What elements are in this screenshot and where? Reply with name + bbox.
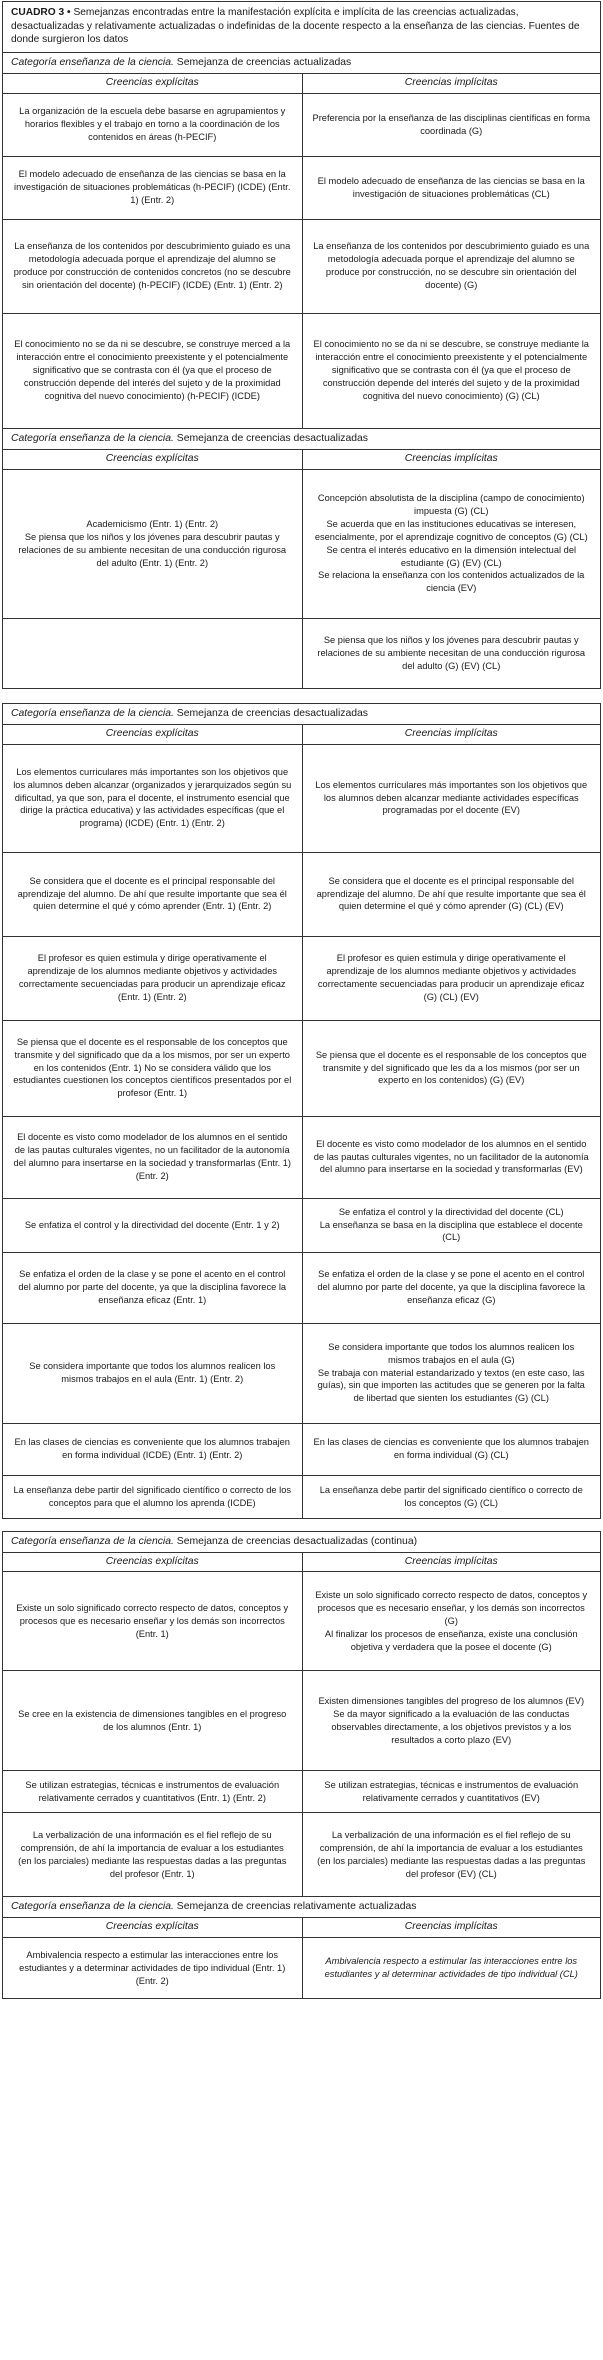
- table-row: [3, 220, 600, 314]
- cell-explicit: [3, 470, 302, 618]
- cell-implicit: [302, 1253, 601, 1323]
- cell-implicit: [302, 1938, 601, 1998]
- cell-implicit: [302, 94, 601, 156]
- cell-text: Ambivalencia respecto a estimular las interacciones entre los estudiantes y al determinar actividades de tipo individual (CL): [324, 1956, 578, 1980]
- column-header-row: [3, 1918, 600, 1938]
- cell-explicit: [3, 157, 302, 219]
- column-header-row: [3, 450, 600, 470]
- section-desactualizadas-continua: [2, 1531, 601, 1898]
- cell-text: Se centra el interés educativo en la dimensión intelectual del estudiante (G) (EV) (CL): [326, 544, 577, 568]
- cell-text: El conocimiento no se da ni se descubre, se construye merced a la interacción entre el conocimiento preexistente y el potencialmente significativo que se contrasta con él (ya que el proceso de construcción depende del interés del sujeto y de la proximidad cognitiva del nuevo conocimiento) (h-PECIF) (ICDE): [14, 339, 291, 402]
- table-row: [3, 1021, 600, 1117]
- table-row: [3, 157, 600, 220]
- cell-implicit: [302, 853, 601, 936]
- cell-text: Se piensa que los niños y los jóvenes para descubrir pautas y relaciones de su ambiente necesitan de una conducción rigurosa del adulto (G) (EV) (CL): [317, 634, 586, 671]
- section-spacer: [2, 689, 601, 703]
- cell-text: Se trabaja con material estandarizado y textos (en este caso, las guías), sin que importen las actitudes que se generen por la falta de libertad que sienten los estudiantes (G) (CL): [317, 1367, 585, 1404]
- cell-text: El docente es visto como modelador de los alumnos en el sentido de las pautas culturales vigentes, no un facilitador de la autonomía del alumno para insertarse en la sociedad y transformarlas (EV): [313, 1138, 589, 1175]
- cell-implicit: [302, 1813, 601, 1896]
- cell-text: La enseñanza de los contenidos por descubrimiento guiado es una metodología adecuada porque el aprendizaje del alumno se produce por construcción, no se descubre sin orientación del docente) (G): [313, 241, 590, 291]
- cell-text: Se piensa que el docente es el responsable de los conceptos que transmite y del significado que les da a los mismos (por ser un experto en los contenidos) (G) (EV): [315, 1049, 587, 1086]
- section-desactualizadas-a: [2, 429, 601, 689]
- cell-explicit: [3, 220, 302, 313]
- column-header-explicit: Creencias explícitas: [105, 1555, 199, 1567]
- cell-text: Se enfatiza el control y la directividad del docente (Entr. 1 y 2): [24, 1219, 280, 1230]
- cell-explicit: [3, 1813, 302, 1896]
- column-header-explicit: Creencias explícitas: [105, 727, 199, 739]
- cell-explicit: [3, 94, 302, 156]
- cell-text: Se relaciona la enseñanza con los contenidos actualizados de la ciencia (EV): [318, 570, 585, 594]
- table-row: [3, 94, 600, 157]
- cell-text: Existe un solo significado correcto respecto de datos, conceptos y procesos que es necesario enseñar, y los demás son incorrectos (G): [315, 1590, 588, 1626]
- cell-text: Se enfatiza el control y la directividad del docente (CL): [338, 1206, 564, 1217]
- rows-body: [3, 745, 600, 1518]
- cell-text: El profesor es quien estimula y dirige operativamente el aprendizaje de los alumnos mediante objetivos y actividades correctamente secuenciadas para producir un aprendizaje eficaz (Entr. 1) (Entr. 2): [18, 953, 286, 1002]
- table-row: [3, 1324, 600, 1424]
- column-header-row: [3, 725, 600, 745]
- category-heading: Categoría enseñanza de la ciencia. Semejanza de creencias desactualizadas (continua): [3, 1532, 600, 1553]
- table-row: [3, 1572, 600, 1671]
- cell-text: La enseñanza debe partir del significado científico o correcto de los conceptos para que el alumno los aprenda (ICDE): [13, 1484, 292, 1508]
- cell-explicit: [3, 1021, 302, 1116]
- cell-text: Se piensa que el docente es el responsable de los conceptos que transmite y del significado que da a los mismos, por ser un experto en los contenidos (Entr. 1) No se considera válido que los estudiantes cuestionen los conceptos científicos presentados por el profesor (Entr. 1): [13, 1036, 292, 1099]
- cell-implicit: [302, 937, 601, 1020]
- caption-label: CUADRO 3 •: [11, 7, 71, 18]
- cell-explicit: [3, 314, 302, 428]
- table-row: [3, 1671, 600, 1771]
- table-row: [3, 1117, 600, 1199]
- table-row: [3, 853, 600, 937]
- cell-implicit: [302, 1117, 601, 1198]
- table-row: [3, 1771, 600, 1813]
- cell-text: Ambivalencia respecto a estimular las interacciones entre los estudiantes y a determinar actividades de tipo individual (Entr. 1) (Entr. 2): [19, 1949, 286, 1986]
- cell-text: La organización de la escuela debe basarse en agrupamientos y horarios flexibles y el trabajo en torno a la coordinación de los contenidos en áreas (h-PECIF): [19, 106, 286, 143]
- cell-text: La enseñanza debe partir del significado científico o correcto de los conceptos (G) (CL): [319, 1484, 583, 1508]
- cell-text: Se da mayor significado a la evaluación de las conductas observables directamente, a los objetivos previstos y a los resultados a corto plazo (EV): [331, 1709, 572, 1745]
- cell-text: Se considera que el docente es el principal responsable del aprendizaje del alumno. De ahí que resulte importante que sea él quien determine el qué y cómo aprender (Entr. 1) (Entr. 2): [17, 875, 287, 912]
- rows-body: [3, 1572, 600, 1896]
- category-heading: Categoría enseñanza de la ciencia. Semejanza de creencias actualizadas: [3, 53, 600, 74]
- cell-text: En las clases de ciencias es conveniente que los alumnos trabajen en forma individual (G) (CL): [313, 1437, 589, 1460]
- column-header-explicit: Creencias explícitas: [105, 76, 199, 88]
- cell-text: Se acuerda que en las instituciones educativas se interesen, esencialmente, por el aprendizaje cognitivo de conceptos (G) (CL): [314, 518, 588, 542]
- table-row: [3, 1476, 600, 1518]
- cell-text: Concepción absolutista de la disciplina (campo de conocimiento) impuesta (G) (CL): [317, 492, 585, 516]
- cell-implicit: [302, 1021, 601, 1116]
- table-row: [3, 470, 600, 619]
- cell-text: Se cree en la existencia de dimensiones tangibles en el progreso de los alumnos (Entr. 1): [18, 1709, 287, 1732]
- cell-text: Se enfatiza el orden de la clase y se pone el acento en el control del alumno por parte del docente, ya que la disciplina favorece la enseñanza eficaz (Entr. 1): [18, 1269, 287, 1305]
- section-desactualizadas-b: [2, 703, 601, 1519]
- cell-text: Los elementos curriculares más importantes son los objetivos que los alumnos deben alcanzar mediante actividades específicas programadas por el docente (EV): [315, 779, 588, 816]
- cell-text: Se utilizan estrategias, técnicas e instrumentos de evaluación relativamente cerrados y cuantitativos (Entr. 1) (Entr. 2): [25, 1780, 280, 1803]
- cell-text: Al finalizar los procesos de enseñanza, existe una conclusión objetiva y verdadera que la posee el docente (G): [324, 1628, 578, 1652]
- cell-explicit: [3, 1572, 302, 1670]
- cell-implicit: [302, 1671, 601, 1770]
- rows-body: [3, 470, 600, 688]
- table-page: [2, 1, 601, 1999]
- column-header-explicit: Creencias explícitas: [105, 1921, 199, 1933]
- section-actualizadas: [2, 1, 601, 429]
- cell-implicit: [302, 1771, 601, 1812]
- cell-explicit: [3, 745, 302, 852]
- table-row: [3, 619, 600, 688]
- cell-explicit: [3, 853, 302, 936]
- cell-text: La verbalización de una información es el fiel reflejo de su comprensión, de ahí la importancia de evaluar a los estudiantes (en los parciales) mediante las respuestas dadas a las preguntas del profesor (EV) (CL): [317, 1830, 586, 1879]
- cell-explicit: [3, 1424, 302, 1475]
- cell-text: Se enfatiza el orden de la clase y se pone el acento en el control del alumno por parte del docente, ya que la disciplina favorece la enseñanza eficaz (G): [317, 1269, 586, 1305]
- cell-text: Se piensa que los niños y los jóvenes para descubrir pautas y relaciones de su ambiente necesitan de una conducción rigurosa del adulto (Entr. 1) (Entr. 2): [18, 531, 287, 568]
- cell-text: El docente es visto como modelador de los alumnos en el sentido de las pautas culturales vigentes, no un facilitador de la autonomía del alumno para insertarse en la sociedad y transformarlas (Entr. 1) (Entr. 2): [13, 1132, 291, 1181]
- cell-text: La enseñanza se basa en la disciplina que establece el docente (CL): [319, 1219, 583, 1243]
- category-heading: Categoría enseñanza de la ciencia. Semejanza de creencias relativamente actualizadas: [3, 1897, 600, 1918]
- column-header-implicit: Creencias implícitas: [302, 725, 601, 744]
- cell-explicit: [3, 1771, 302, 1812]
- column-header-row: [3, 74, 600, 94]
- cell-text: La verbalización de una información es el fiel reflejo de su comprensión, de ahí la importancia de evaluar a los estudiantes (en los parciales) mediante las respuestas dadas a las preguntas del profesor (Entr. 1): [18, 1830, 287, 1879]
- cell-explicit: [3, 619, 302, 688]
- cell-text: Preferencia por la enseñanza de las disciplinas científicas en forma coordinada (G): [312, 112, 591, 136]
- cell-implicit: [302, 619, 601, 688]
- cell-implicit: [302, 314, 601, 428]
- cell-text: Se utilizan estrategias, técnicas e instrumentos de evaluación relativamente cerrados y cuantitativos (EV): [324, 1780, 579, 1803]
- column-header-implicit: Creencias implícitas: [302, 74, 601, 93]
- cell-implicit: [302, 745, 601, 852]
- category-heading: Categoría enseñanza de la ciencia. Semejanza de creencias desactualizadas: [3, 429, 600, 450]
- cell-text: En las clases de ciencias es conveniente que los alumnos trabajen en forma individual (ICDE) (Entr. 1) (Entr. 2): [14, 1437, 290, 1460]
- cell-text: El modelo adecuado de enseñanza de las ciencias se basa en la investigación de situaciones problemáticas (h-PECIF) (ICDE) (Entr. 1) (Entr. 2): [14, 169, 291, 206]
- cell-text: El profesor es quien estimula y dirige operativamente el aprendizaje de los alumnos mediante objetivos y actividades correctamente secuenciadas para producir un aprendizaje eficaz (G) (CL) (EV): [317, 953, 585, 1002]
- column-header-explicit: Creencias explícitas: [105, 452, 199, 464]
- cell-text: Se considera que el docente es el principal responsable del aprendizaje del alumno. De ahí que resulte importante que sea él quien determine el qué y cómo aprender (G) (CL) (EV): [316, 875, 586, 912]
- cell-explicit: [3, 1476, 302, 1518]
- cell-implicit: [302, 157, 601, 219]
- caption-text: Semejanzas encontradas entre la manifestación explícita e implícita de las creencias actualizadas, desactualizadas y relativamente actualizadas o indefinidas de la docente respecto a la enseñanza de las ciencias. Fuentes de donde surgieron los datos: [11, 7, 580, 46]
- table-row: [3, 1813, 600, 1896]
- cell-text: Los elementos curriculares más importantes son los objetivos que los alumnos deben alcanzar (organizados y jerarquizados según su dificultad, ya que son, para el docente, el instrumento esencial que dirige la práctica educativa) y las actividades específicas (que el programa) (ICDE) (Entr. 1) (Entr. 2): [13, 766, 292, 829]
- cell-text: Se considera importante que todos los alumnos realicen los mismos trabajos en el aula (Entr. 1) (Entr. 2): [29, 1361, 276, 1384]
- table-caption: [3, 2, 600, 53]
- rows-body: [3, 94, 600, 428]
- table-row: [3, 937, 600, 1021]
- cell-implicit: [302, 1424, 601, 1475]
- cell-text: Se considera importante que todos los alumnos realicen los mismos trabajos en el aula (G): [328, 1341, 575, 1365]
- cell-explicit: [3, 1253, 302, 1323]
- cell-explicit: [3, 1671, 302, 1770]
- table-row: [3, 1253, 600, 1324]
- table-row: [3, 1424, 600, 1476]
- cell-text: Academicismo (Entr. 1) (Entr. 2): [86, 518, 219, 529]
- cell-text: Existe un solo significado correcto respecto de datos, conceptos y procesos que es necesario enseñar y los demás son incorrectos (Entr. 1): [16, 1603, 289, 1639]
- cell-text: La enseñanza de los contenidos por descubrimiento guiado es una metodología adecuada porque el aprendizaje del alumno se produce por construcción de contenidos concretos (no se descubre sin orientación del docente) (h-PECIF) (ICDE) (Entr. 1) (Entr. 2): [13, 241, 291, 291]
- section-relativamente-actualizadas: [2, 1897, 601, 1999]
- table-row: [3, 745, 600, 853]
- table-row: [3, 1938, 600, 1998]
- cell-implicit: [302, 1476, 601, 1518]
- column-header-row: [3, 1553, 600, 1573]
- cell-implicit: [302, 470, 601, 618]
- category-heading: Categoría enseñanza de la ciencia. Semejanza de creencias desactualizadas: [3, 704, 600, 725]
- cell-text: Existen dimensiones tangibles del progreso de los alumnos (EV): [318, 1696, 585, 1707]
- column-header-implicit: Creencias implícitas: [302, 1553, 601, 1572]
- cell-implicit: [302, 1324, 601, 1423]
- cell-text: El conocimiento no se da ni se descubre, se construye mediante la interacción entre el conocimiento preexistente y el potencialmente significativo que se contrasta con él (ya que el proceso de construcción depende del interés del sujeto y de la proximidad cognitiva del nuevo conocimiento) (G) (CL): [313, 339, 589, 402]
- cell-implicit: [302, 1199, 601, 1252]
- section-spacer: [2, 1519, 601, 1531]
- table-row: [3, 1199, 600, 1253]
- rows-body: [3, 1938, 600, 1998]
- cell-text: El modelo adecuado de enseñanza de las ciencias se basa en la investigación de situaciones problemáticas (CL): [317, 175, 585, 199]
- table-row: [3, 314, 600, 428]
- column-header-implicit: Creencias implícitas: [302, 1918, 601, 1937]
- cell-explicit: [3, 1199, 302, 1252]
- cell-explicit: [3, 937, 302, 1020]
- cell-implicit: [302, 220, 601, 313]
- cell-explicit: [3, 1938, 302, 1998]
- cell-explicit: [3, 1117, 302, 1198]
- cell-implicit: [302, 1572, 601, 1670]
- column-header-implicit: Creencias implícitas: [302, 450, 601, 469]
- cell-explicit: [3, 1324, 302, 1423]
